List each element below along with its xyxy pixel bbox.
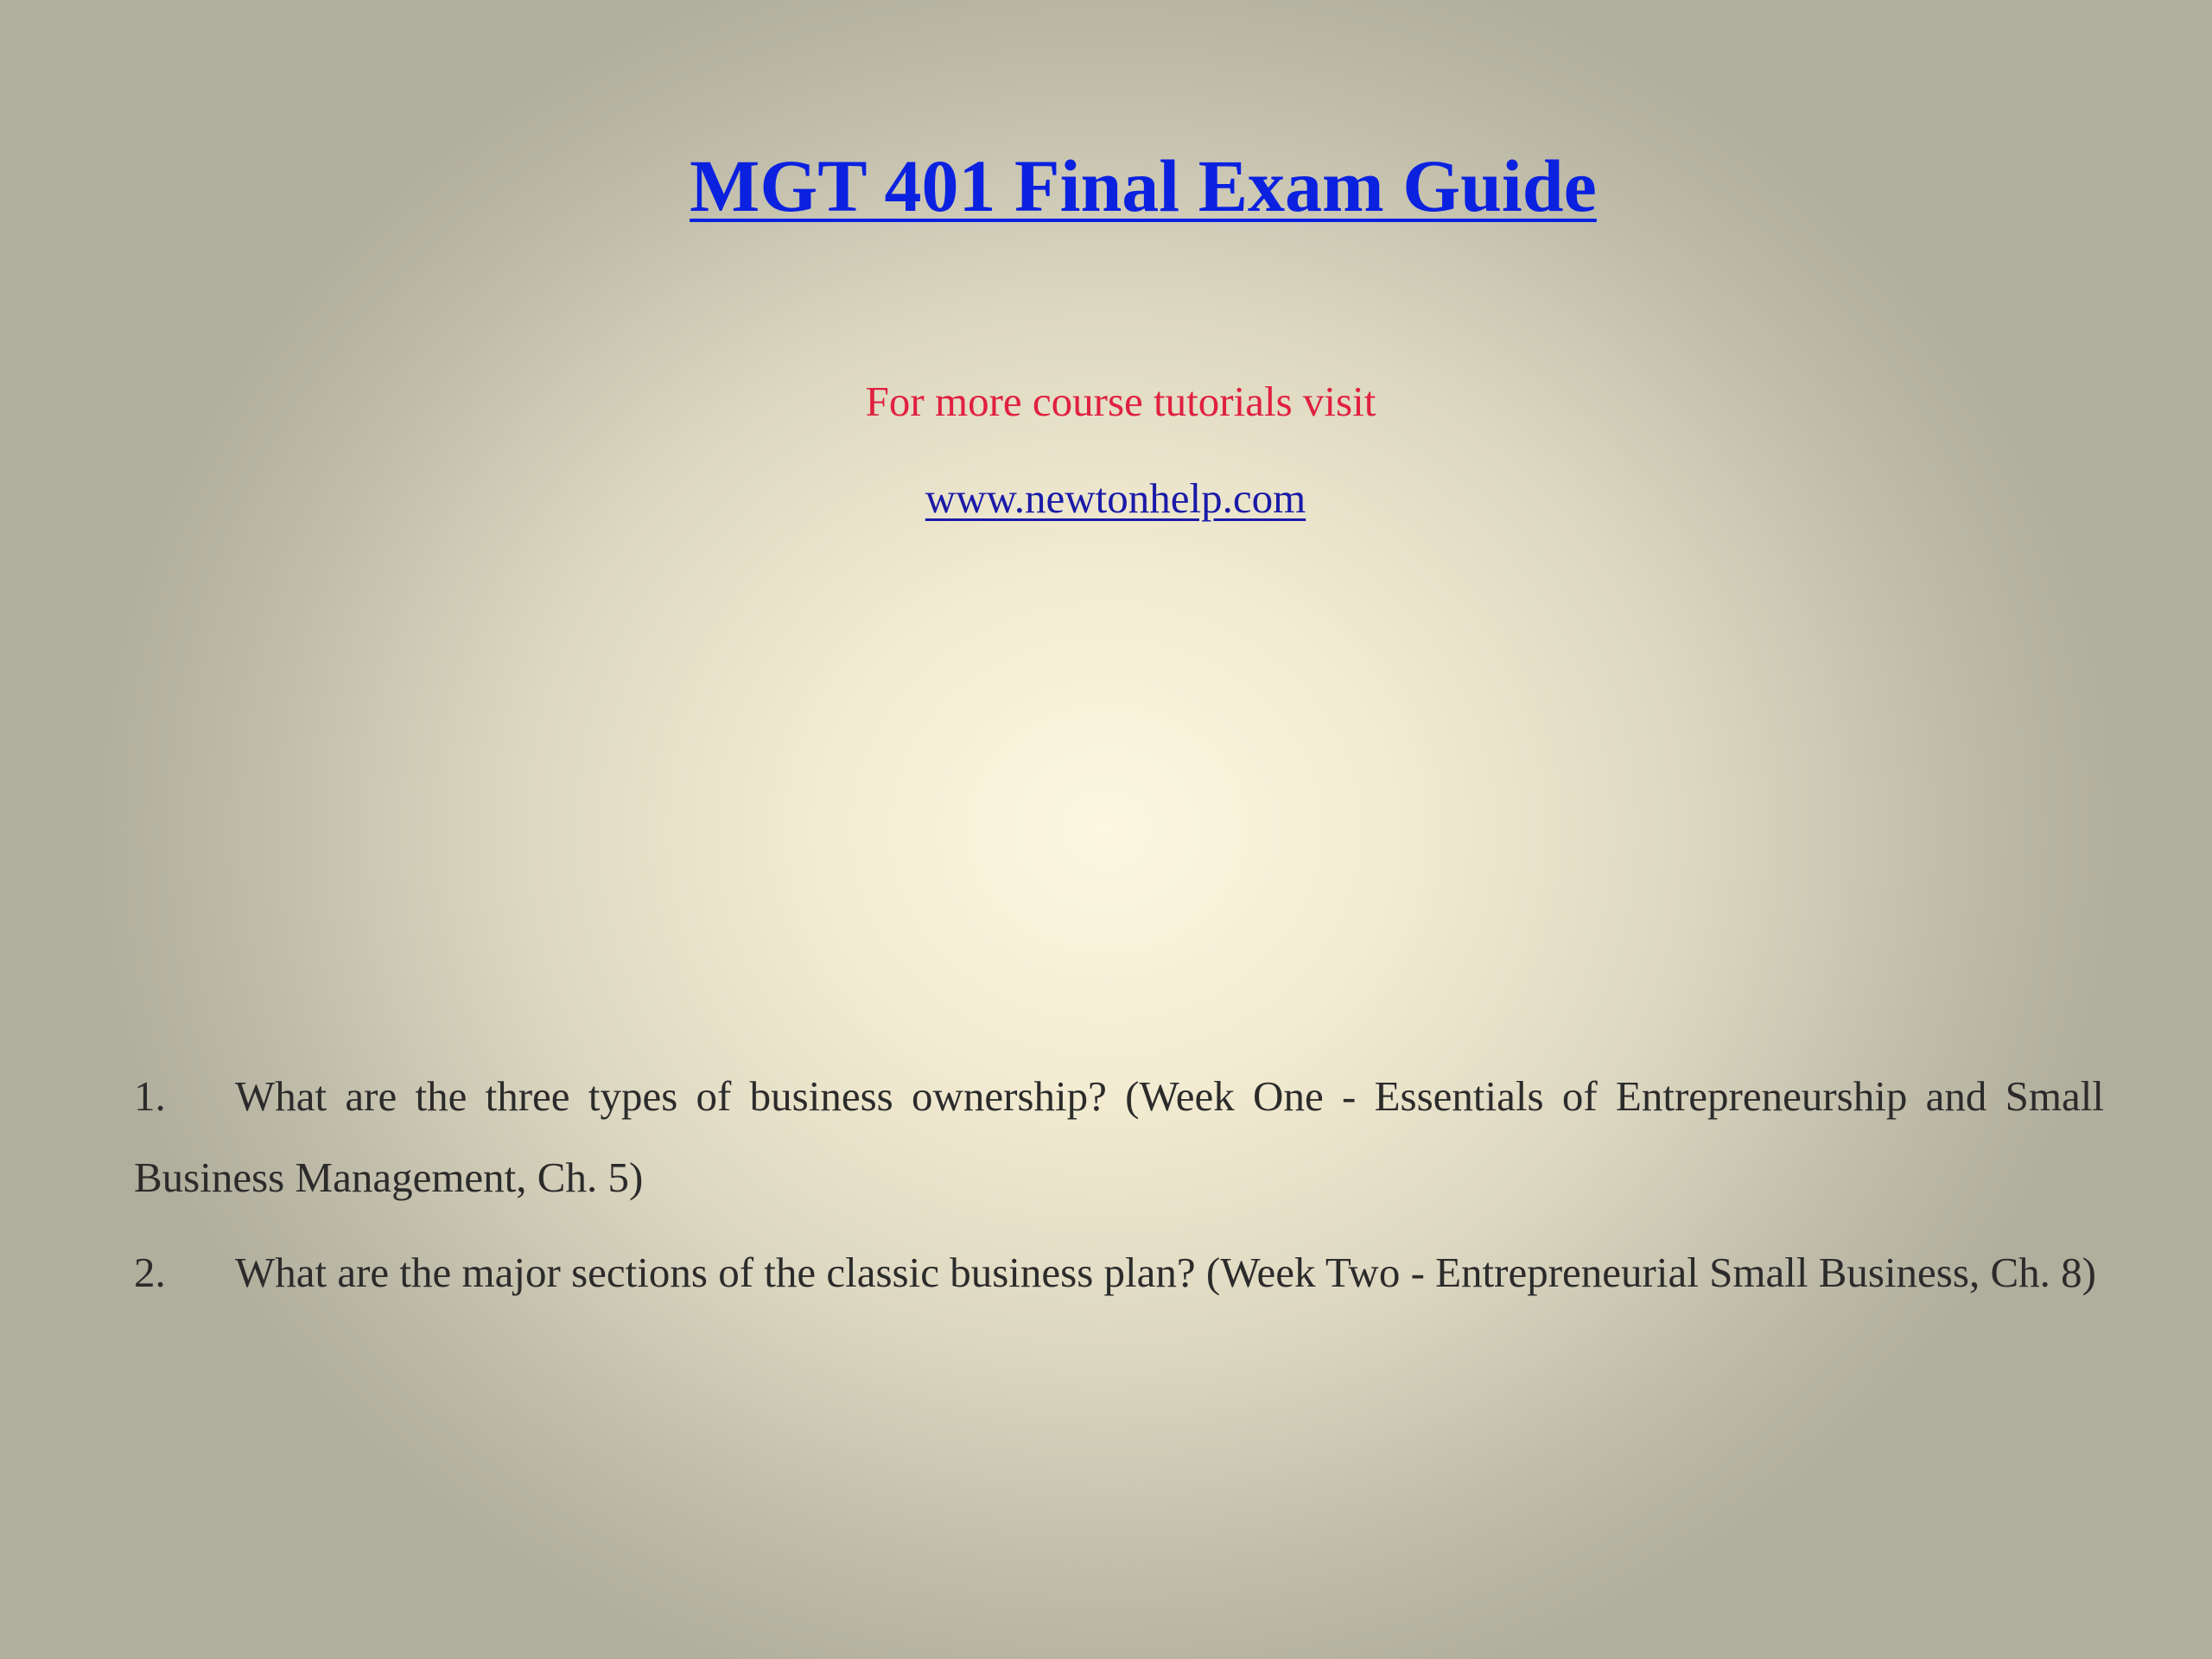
tutorials-note: For more course tutorials visit (865, 378, 1376, 425)
question-text: What are the three types of business ownership? (Week One - Essentials of Entrepreneurship and Small Business Management, Ch. 5) (134, 1072, 2104, 1201)
page-title (0, 145, 2212, 227)
question-item (134, 1056, 2104, 1218)
title-link[interactable]: MGT 401 Final Exam Guide (690, 144, 1597, 227)
question-number: 2. (134, 1249, 166, 1296)
question-list (134, 1056, 2104, 1327)
question-number: 1. (134, 1072, 166, 1120)
website-link[interactable]: www.newtonhelp.com (925, 474, 1306, 522)
website-link-line (0, 474, 2212, 524)
question-item (134, 1232, 2104, 1313)
question-text: What are the major sections of the classic business plan? (Week Two - Entrepreneurial Small Business, Ch. 8) (235, 1249, 2096, 1296)
